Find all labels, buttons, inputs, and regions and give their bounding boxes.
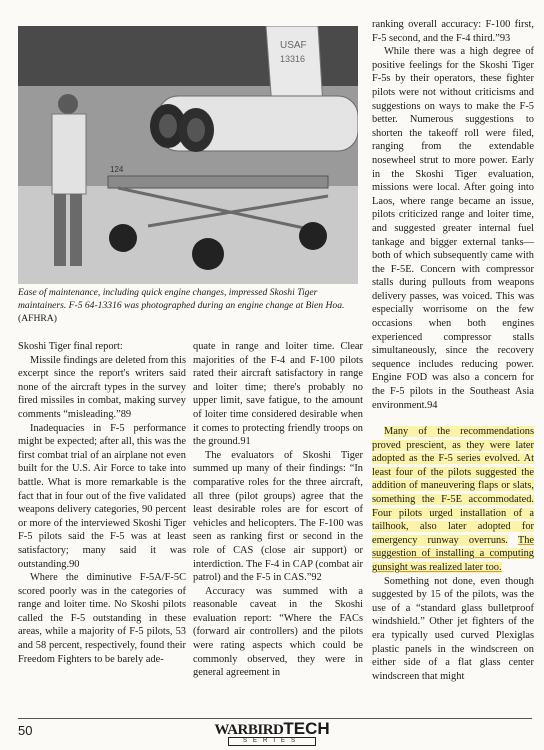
paragraph: Where the diminutive F-5A/F-5C scored poorly was in the categories of range and loiter time. No Skoshi pilots called the F-5 outstanding in these areas, while a majority of F-5 pilots, 53 and 58 percent, respectively, found their Freedom Fighters to be barely ade- (18, 572, 186, 665)
paragraph: Something not done, even though suggested by 15 of the pilots, was the use of a “standard glass bulletproof windshield.” Other jet fighters of the era typically used curved Plexiglas plastic panels in the windscreen on either side of a flat glass center windscreen that might (372, 575, 534, 682)
paragraph: quate in range and loiter time. Clear majorities of the F-4 and F-100 pilots rated their aircraft satisfactory in range and loiter time; there's probably no upper limit, save fatigue, to the amount of loiter time considered desirable when it comes to protecting friendly troops on the ground.91 (193, 341, 363, 448)
text-column-3-bottom (372, 425, 534, 683)
paragraph: While there was a high degree of positive feelings for the Skoshi Tiger F-5s by their operators, these fighter pilots were not without criticisms and suggestions on ways to make the F-5 better. Numerous suggestions to shorten the takeoff roll were filed, ranging from the extendable nosewheel strut to more power. Early in the Skoshi Tiger evaluation, missions were local. After going into Laos, where range became an issue, pilots criticized range and loiter time, and suggested greater internal fuel tankage and bigger external tanks—both of which subsequently came with the F-5E. Concern with compressor stalls during pullouts from weapons delivery passes, was voiced. This was especially worrisome on the few occasions when both engines experienced compressor stalls simultaneously, since the recovery sequence includes reducing power. Engine FOD was also a concern for the F-5 pilots in the Southeast Asia environment.94 (372, 46, 534, 411)
paragraph: Inadequacies in F-5 performance might be expected; after all, this was the first combat trial of an airplane not even built for the U.S. Air Force to take into battle. What is more remarkable is the fact that in four out of the five validated weapons delivery categories, 90 percent or more of the interviewed Skoshi Tiger F-5 pilots said the F-5 was at least satisfactory; many said it was outstanding.90 (18, 422, 186, 570)
logo-word-warbird: WARBIRD (214, 722, 284, 738)
text-column-2 (193, 340, 363, 680)
paragraph: The evaluators of Skoshi Tiger summed up many of their findings: “In comparative roles for the three aircraft, all three (pilot groups) agree that the least desirable roles are for escort of vehicles and helicopters. The F-100 was seen as ranking first or second in the role of CAS (close air support) or interdiction. The F-4 in CAP (combat air patrol) and the F-5 in CAS.”92 (193, 449, 363, 584)
cart-marking: 124 (110, 165, 124, 174)
highlighted-text: Many of the recommendations proved prescient, as they were later adopted as the F-5 series evolved. At least four of the pilots suggested the addition of maneuvering flaps or slats, something the F-5E accommodated. Four pilots urged installation of a tailhook, also later adopted for emergency runway overruns. (372, 426, 534, 546)
caption-source: (AFHRA) (18, 313, 57, 324)
photo-illustration (18, 26, 358, 284)
text-column-3-top (372, 18, 534, 412)
paragraph: Accuracy was summed with a reasonable caveat in the Skoshi evaluation report: “Where the FACs (forward air controllers) and the pilots were rating aspects which could be commonly observed, they were in general agreement in (193, 585, 363, 679)
caption-text: Ease of maintenance, including quick engine changes, impressed Skoshi Tiger maintainers. F-5 64-13316 was photographed during an engine change at Bien Hoa. (18, 287, 345, 311)
logo-word-tech: TECH (283, 719, 330, 738)
highlighted-underlined-text: The suggestion of installing a computing gunsight was realized later too. (372, 534, 534, 573)
warbird-tech-logo (212, 719, 332, 747)
paragraph: Missile findings are deleted from this excerpt since the report's writers said none of the aircraft types in the survey fired missiles in combat, making survey comments “misleading.”89 (18, 354, 186, 420)
engine-change-photo (18, 26, 358, 284)
paragraph: ranking overall accuracy: F-100 first, F-5 second, and the F-4 third.”93 (372, 19, 534, 44)
page-number: 50 (18, 723, 33, 738)
tail-marking-usaf: USAF (280, 40, 307, 51)
logo-series: SERIES (228, 737, 316, 746)
tail-marking-serial: 13316 (280, 54, 306, 64)
text-column-1 (18, 340, 186, 666)
photo-caption (18, 286, 360, 325)
highlighted-paragraph (372, 425, 534, 575)
paragraph: Skoshi Tiger final report: (18, 341, 123, 352)
